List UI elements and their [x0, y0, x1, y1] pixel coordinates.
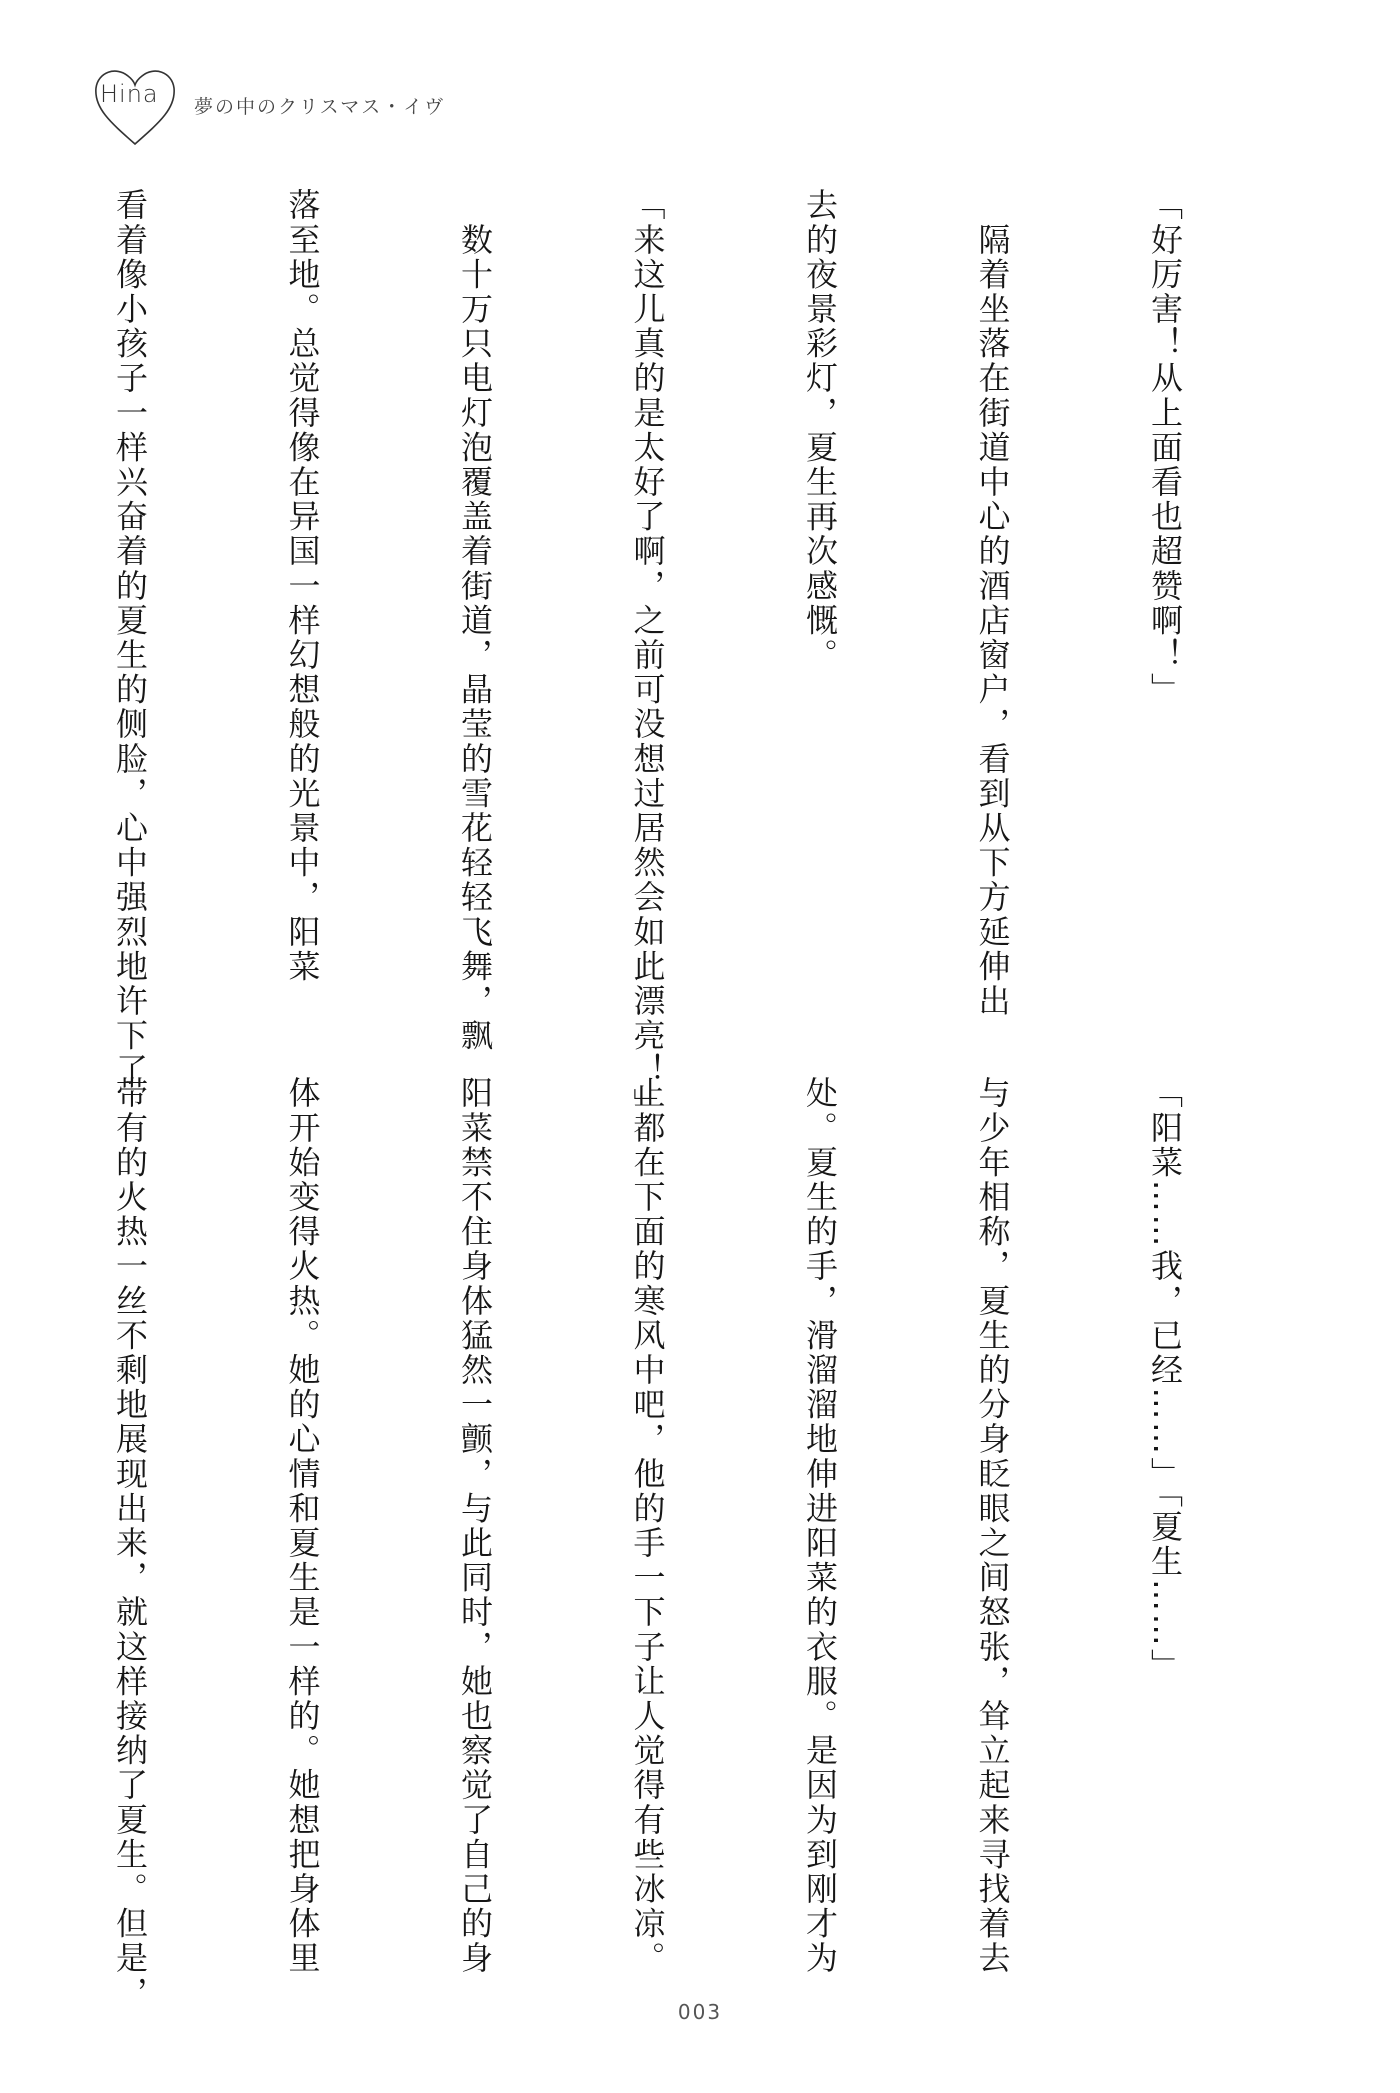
- text-column: 止都在下面的寒风中吧，他的手一下子让人觉得有些冰凉。: [628, 1076, 667, 1976]
- text-column: 阳菜禁不住身体猛然一颤，与此同时，她也察觉了自己的身: [456, 1076, 494, 1976]
- text-column: 「阳菜……我，已经……」「夏生……」: [1146, 1076, 1184, 1683]
- text-block-lower: [0, 1076, 1308, 2011]
- logo-text: Hina: [100, 80, 159, 108]
- text-column: 落至地。总觉得像在异国一样幻想般的光景中，阳菜: [283, 188, 322, 984]
- text-column: 「好厉害！从上面看也超赞啊！」: [1146, 188, 1184, 707]
- text-column: 体开始变得火热。她的心情和夏生是一样的。她想把身体里: [283, 1076, 322, 1976]
- text-column: 隔着坐落在街道中心的酒店窗户，看到从下方延伸出: [973, 188, 1012, 1019]
- text-column: 「来这儿真的是太好了啊，之前可没想过居然会如此漂亮！」: [628, 188, 667, 1123]
- text-column: 看着像小孩子一样兴奋着的夏生的侧脸，心中强烈地许下了: [111, 188, 149, 1088]
- hina-logo: [90, 62, 180, 152]
- text-column: 去的夜景彩灯，夏生再次感慨。: [801, 188, 839, 673]
- running-header: [90, 62, 445, 162]
- text-column: 与少年相称，夏生的分身眨眼之间怒张，耸立起来寻找着去: [973, 1076, 1012, 1976]
- text-column: 数十万只电灯泡覆盖着街道，晶莹的雪花轻轻飞舞，飘: [456, 188, 494, 1053]
- book-title: 夢の中のクリスマス・イヴ: [194, 96, 446, 118]
- page-number: 003: [677, 2000, 723, 2024]
- text-column: 处。夏生的手，滑溜溜地伸进阳菜的衣服。是因为到刚才为: [801, 1076, 839, 1976]
- text-column: 带有的火热一丝不剩地展现出来，就这样接纳了夏生。但是，: [111, 1076, 149, 2011]
- text-block-upper: [0, 188, 1308, 1123]
